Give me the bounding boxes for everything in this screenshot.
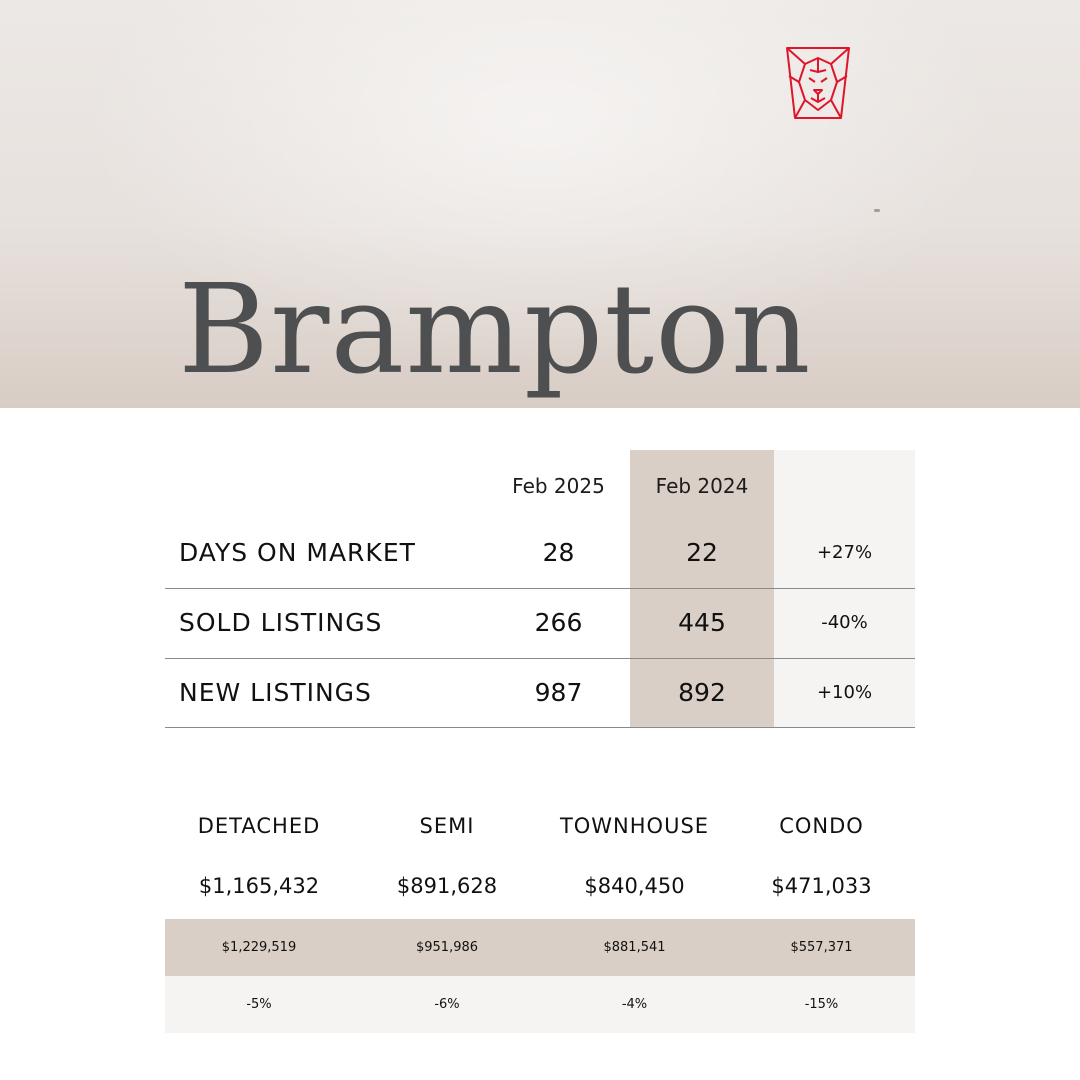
- value-feb-2024: 22: [686, 538, 718, 567]
- value-feb-2024: 445: [678, 608, 726, 637]
- price-previous-semi: $951,986: [415, 940, 479, 955]
- hero-banner: [0, 0, 1080, 408]
- column-header-feb-2024: Feb 2024: [655, 474, 749, 498]
- price-change-townhouse: -4%: [621, 997, 648, 1012]
- stats-row-new-listings: [165, 658, 915, 728]
- price-header-detached: DETACHED: [197, 814, 321, 838]
- row-divider: [165, 727, 915, 728]
- value-change: +27%: [816, 542, 873, 563]
- price-current-semi: $891,628: [396, 874, 498, 898]
- price-previous-townhouse: $881,541: [603, 940, 666, 955]
- value-change: +10%: [816, 682, 873, 703]
- price-change-semi: -6%: [434, 997, 460, 1012]
- price-change-detached: -5%: [246, 997, 272, 1012]
- price-header-semi: SEMI: [419, 814, 475, 838]
- column-header-feb-2025: Feb 2025: [512, 474, 605, 498]
- price-header-condo: CONDO: [779, 814, 864, 838]
- row-label: DAYS ON MARKET: [179, 538, 416, 567]
- city-title: Brampton: [178, 258, 812, 402]
- price-current-townhouse: $840,450: [584, 874, 685, 898]
- value-feb-2025: 28: [542, 538, 575, 567]
- value-feb-2024: 892: [678, 678, 726, 707]
- stats-row-sold-listings: [165, 588, 915, 658]
- price-change-condo: -15%: [804, 997, 839, 1012]
- value-feb-2025: 266: [534, 608, 583, 637]
- row-label: SOLD LISTINGS: [179, 608, 383, 637]
- value-change: -40%: [821, 612, 868, 633]
- price-current-condo: $471,033: [771, 874, 872, 898]
- value-feb-2025: 987: [534, 678, 583, 707]
- price-previous-condo: $557,371: [790, 940, 853, 955]
- price-current-detached: $1,165,432: [198, 874, 320, 898]
- stats-row-days-on-market: [165, 518, 915, 588]
- price-header-townhouse: TOWNHOUSE: [559, 814, 710, 838]
- price-previous-detached: $1,229,519: [221, 940, 297, 955]
- lion-head-shield-icon: [785, 46, 851, 120]
- paper-speck: [874, 209, 880, 212]
- row-label: NEW LISTINGS: [179, 678, 372, 707]
